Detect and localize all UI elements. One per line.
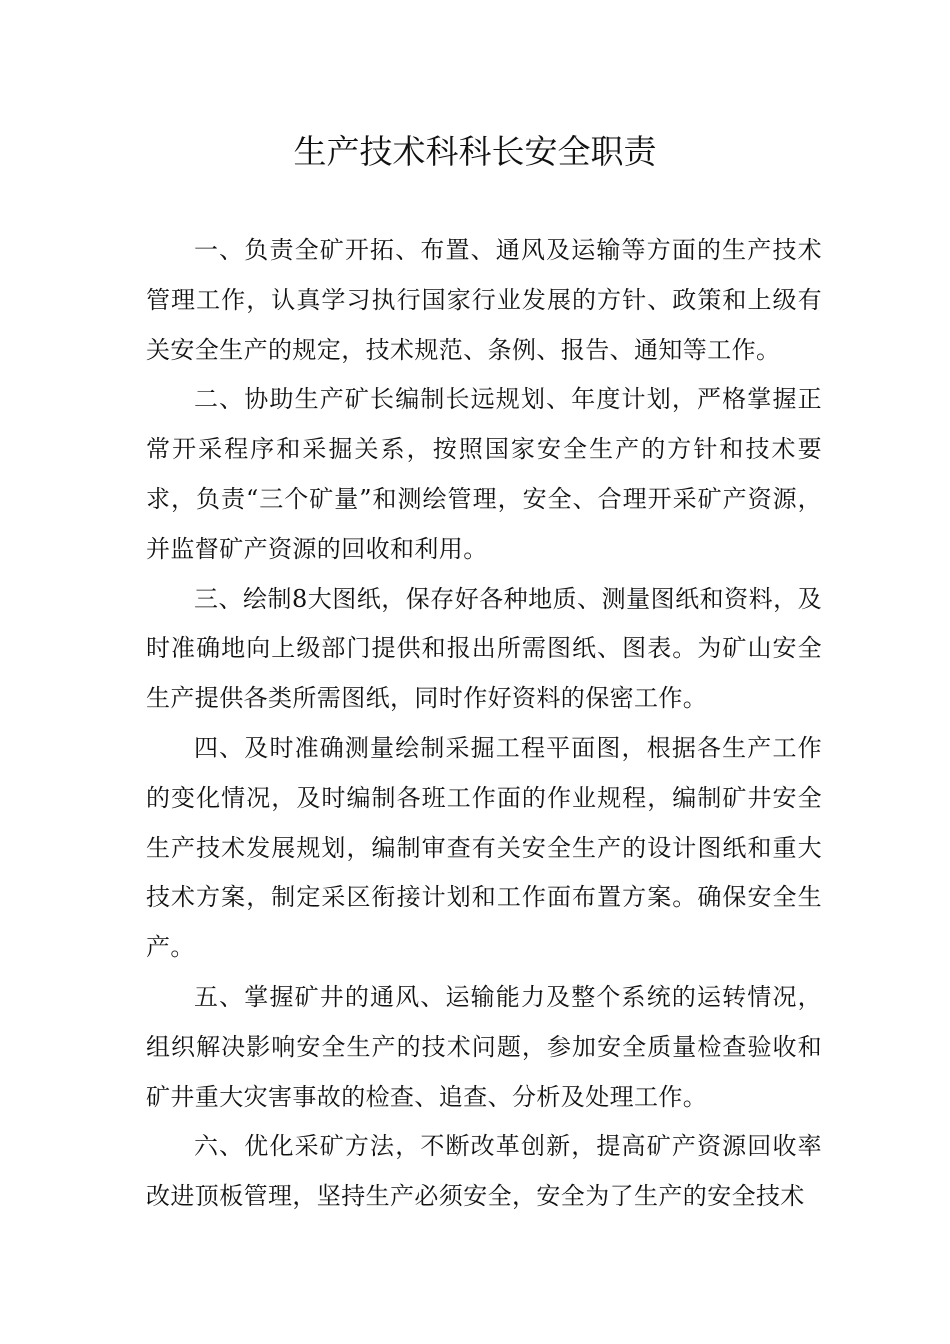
paragraph-5: 五、掌握矿井的通风、运输能力及整个系统的运转情况，组织解决影响安全生产的技术问题，参加安全质量检查验收和矿井重大灾害事故的检查、追查、分析及处理工作。: [146, 982, 822, 1111]
document-body: [146, 226, 822, 1222]
document-title: 生产技术科科长安全职责: [293, 132, 657, 171]
paragraph-4: 四、及时准确测量绘制采掘工程平面图，根据各生产工作的变化情况，及时编制各班工作面的作业规程，编制矿井安全生产技术发展规划，编制审查有关安全生产的设计图纸和重大技术方案，制定采区衔接计划和工作面布置方案。确保安全生产。: [146, 733, 822, 962]
paragraph-6: 六、优化采矿方法，不断改革创新，提高矿产资源回收率改进顶板管理，坚持生产必须安全，安全为了生产的安全技术: [146, 1132, 822, 1211]
paragraph-1: 一、负责全矿开拓、布置、通风及运输等方面的生产技术管理工作，认真学习执行国家行业发展的方针、政策和上级有关安全生产的规定，技术规范、条例、报告、通知等工作。: [146, 236, 822, 364]
paragraph-3: 三、绘制8大图纸，保存好各种地质、测量图纸和资料，及时准确地向上级部门提供和报出所需图纸、图表。为矿山安全生产提供各类所需图纸，同时作好资料的保密工作。: [146, 584, 822, 713]
paragraph-2: 二、协助生产矿长编制长远规划、年度计划，严格掌握正常开采程序和采掘关系，按照国家安全生产的方针和技术要求，负责“三个矿量”和测绘管理，安全、合理开采矿产资源，并监督矿产资源的回收和利用。: [146, 385, 822, 563]
